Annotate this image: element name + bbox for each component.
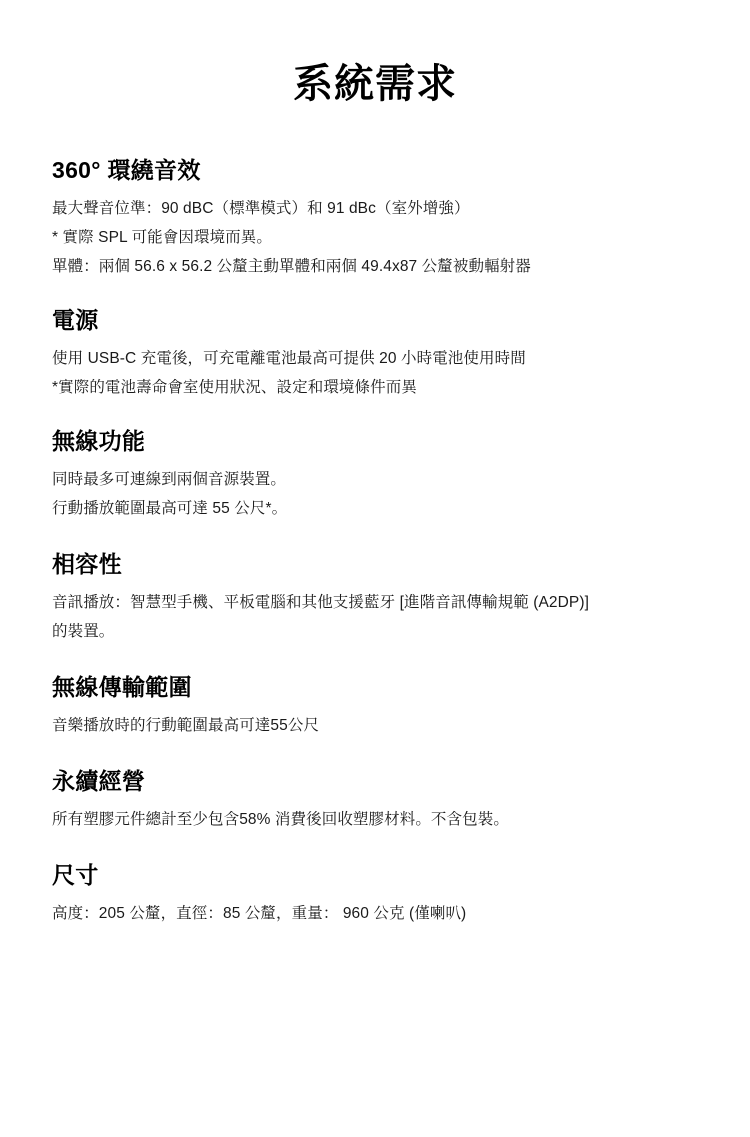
section-heading-sustainability: 永續經營 xyxy=(52,768,146,794)
section-power xyxy=(52,306,698,401)
page-title: 系統需求 xyxy=(293,62,457,106)
spec-sections xyxy=(0,156,750,927)
section-text: *實際的電池壽命會室使用狀況、設定和環境條件而異 xyxy=(52,379,417,396)
section-dimensions xyxy=(52,861,698,927)
section-heading-wireless-features: 無線功能 xyxy=(52,428,146,455)
section-text: * 實際 SPL 可能會因環境而異。 xyxy=(52,228,272,246)
section-wireless-range xyxy=(52,673,698,739)
section-text: 的裝置。 xyxy=(52,623,115,640)
section-heading-wireless-range: 無線傳輸範圍 xyxy=(52,674,192,701)
section-text: 所有塑膠元件總計至少包含58% 消費後回收塑膠材料。不含包裝。 xyxy=(52,810,509,828)
section-heading-dimensions: 尺寸 xyxy=(52,861,99,888)
section-text: 同時最多可連線到兩個音源裝置。 xyxy=(52,470,287,488)
section-compatibility xyxy=(52,550,698,645)
section-heading-compatibility: 相容性 xyxy=(52,551,122,578)
section-text: 單體：兩個 56.6 x 56.2 公釐主動單體和兩個 49.4x87 公釐被動輻射器 xyxy=(52,258,531,275)
section-text: 音訊播放：智慧型手機、平板電腦和其他支援藍牙 [進階音訊傳輸規範 (A2DP)] xyxy=(52,593,590,611)
section-sustainability xyxy=(52,767,698,833)
section-text: 使用 USB-C 充電後，可充電離電池最高可提供 20 小時電池使用時間 xyxy=(52,349,526,367)
section-heading-surround-sound: 360° 環繞音效 xyxy=(52,157,201,183)
section-text: 行動播放範圍最高可達 55 公尺*。 xyxy=(52,500,288,517)
section-text: 高度：205 公釐，直徑：85 公釐，重量： 960 公克 (僅喇叭) xyxy=(52,904,467,922)
section-text: 音樂播放時的行動範圍最高可達55公尺 xyxy=(52,716,320,734)
spec-sheet-page xyxy=(0,60,750,1137)
section-heading-power: 電源 xyxy=(52,307,99,334)
section-surround-sound xyxy=(52,156,698,280)
section-text: 最大聲音位準：90 dBC（標準模式）和 91 dBc（室外增強） xyxy=(52,199,470,217)
section-wireless-features xyxy=(52,427,698,522)
